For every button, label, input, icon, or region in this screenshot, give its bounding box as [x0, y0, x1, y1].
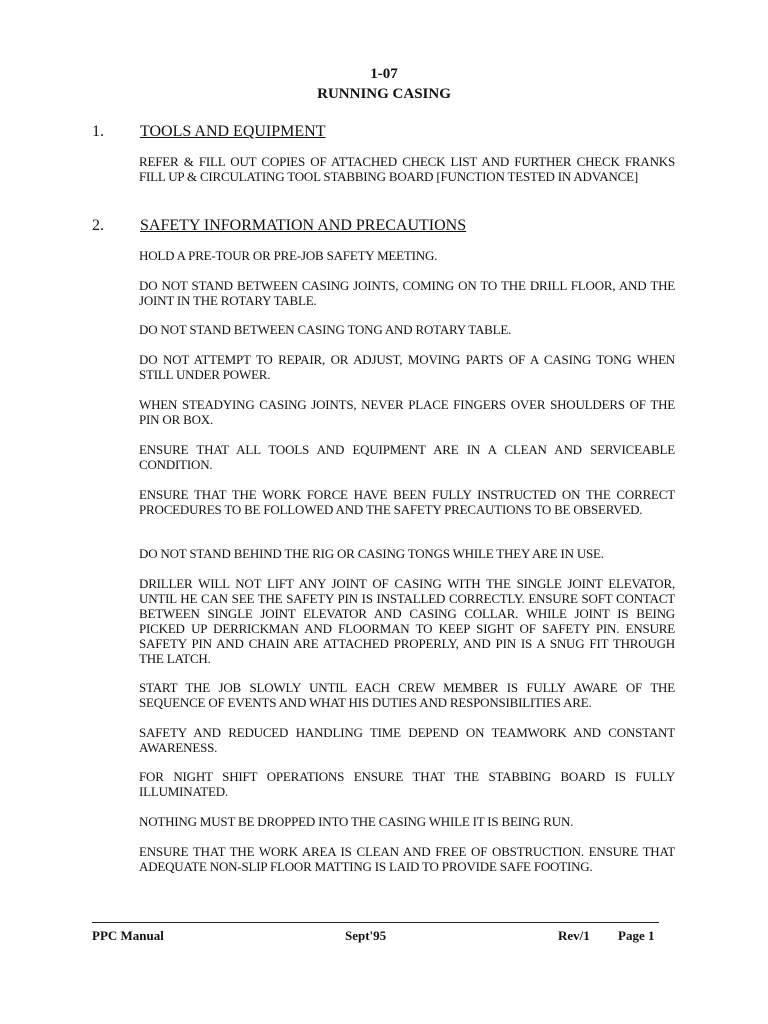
paragraph: HOLD A PRE-TOUR OR PRE-JOB SAFETY MEETING. [139, 248, 438, 263]
paragraph: START THE JOB SLOWLY UNTIL EACH CREW MEMBER IS FULLY AWARE OF THE SEQUENCE OF EVENTS AND WHAT HIS DUTIES AND RESPONSIBILITIES ARE. [139, 680, 675, 710]
paragraph: DRILLER WILL NOT LIFT ANY JOINT OF CASING WITH THE SINGLE JOINT ELEVATOR, UNTIL HE CAN SEE THE SAFETY PIN IS INSTALLED CORRECTLY. ENSURE SOFT CONTACT BETWEEN SINGLE JOINT ELEVATOR AND CASING COLLAR. WHILE JOINT IS BEING PICKED UP DERRICKMAN AND FLOORMAN TO KEEP SIGHT OF SAFETY PIN. ENSURE SAFETY PIN AND CHAIN ARE ATTACHED PROPERLY, AND PIN IS A SNUG FIT THROUGH THE LATCH. [139, 576, 675, 666]
section-heading-tools [92, 122, 325, 141]
paragraph: SAFETY AND REDUCED HANDLING TIME DEPEND ON TEAMWORK AND CONSTANT AWARENESS. [139, 725, 675, 755]
paragraph: DO NOT ATTEMPT TO REPAIR, OR ADJUST, MOVING PARTS OF A CASING TONG WHEN STILL UNDER POWER. [139, 352, 675, 382]
section-number: 1. [92, 123, 104, 140]
paragraph: DO NOT STAND BETWEEN CASING JOINTS, COMING ON TO THE DRILL FLOOR, AND THE JOINT IN THE ROTARY TABLE. [139, 278, 675, 308]
paragraph: ENSURE THAT THE WORK AREA IS CLEAN AND FREE OF OBSTRUCTION. ENSURE THAT ADEQUATE NON-SLIP FLOOR MATTING IS LAID TO PROVIDE SAFE FOOTING. [139, 844, 675, 874]
footer-page-number: Page 1 [618, 928, 655, 943]
paragraph: ENSURE THAT THE WORK FORCE HAVE BEEN FULLY INSTRUCTED ON THE CORRECT PROCEDURES TO BE FOLLOWED AND THE SAFETY PRECAUTIONS TO BE OBSERVED. [139, 487, 675, 517]
document-number: 1-07 [370, 66, 398, 82]
section-number: 2. [92, 217, 104, 234]
footer-manual-name: PPC Manual [92, 928, 164, 943]
paragraph: ENSURE THAT ALL TOOLS AND EQUIPMENT ARE IN A CLEAN AND SERVICEABLE CONDITION. [139, 442, 675, 472]
section-heading-safety [92, 216, 466, 235]
footer-revision: Rev/1 [558, 928, 590, 943]
paragraph: DO NOT STAND BETWEEN CASING TONG AND ROTARY TABLE. [139, 322, 512, 337]
paragraph: NOTHING MUST BE DROPPED INTO THE CASING WHILE IT IS BEING RUN. [139, 814, 574, 829]
document-title: RUNNING CASING [317, 86, 451, 102]
footer-date: Sept'95 [345, 928, 387, 943]
paragraph: WHEN STEADYING CASING JOINTS, NEVER PLACE FINGERS OVER SHOULDERS OF THE PIN OR BOX. [139, 397, 675, 427]
paragraph: FOR NIGHT SHIFT OPERATIONS ENSURE THAT THE STABBING BOARD IS FULLY ILLUMINATED. [139, 769, 675, 799]
section-title: SAFETY INFORMATION AND PRECAUTIONS [140, 217, 467, 234]
paragraph: DO NOT STAND BEHIND THE RIG OR CASING TONGS WHILE THEY ARE IN USE. [139, 546, 604, 561]
paragraph: REFER & FILL OUT COPIES OF ATTACHED CHECK LIST AND FURTHER CHECK FRANKS FILL UP & CIRCULATING TOOL STABBING BOARD [FUNCTION TESTED IN ADVANCE] [139, 154, 675, 184]
footer-divider [92, 922, 659, 923]
section-title: TOOLS AND EQUIPMENT [140, 123, 326, 140]
